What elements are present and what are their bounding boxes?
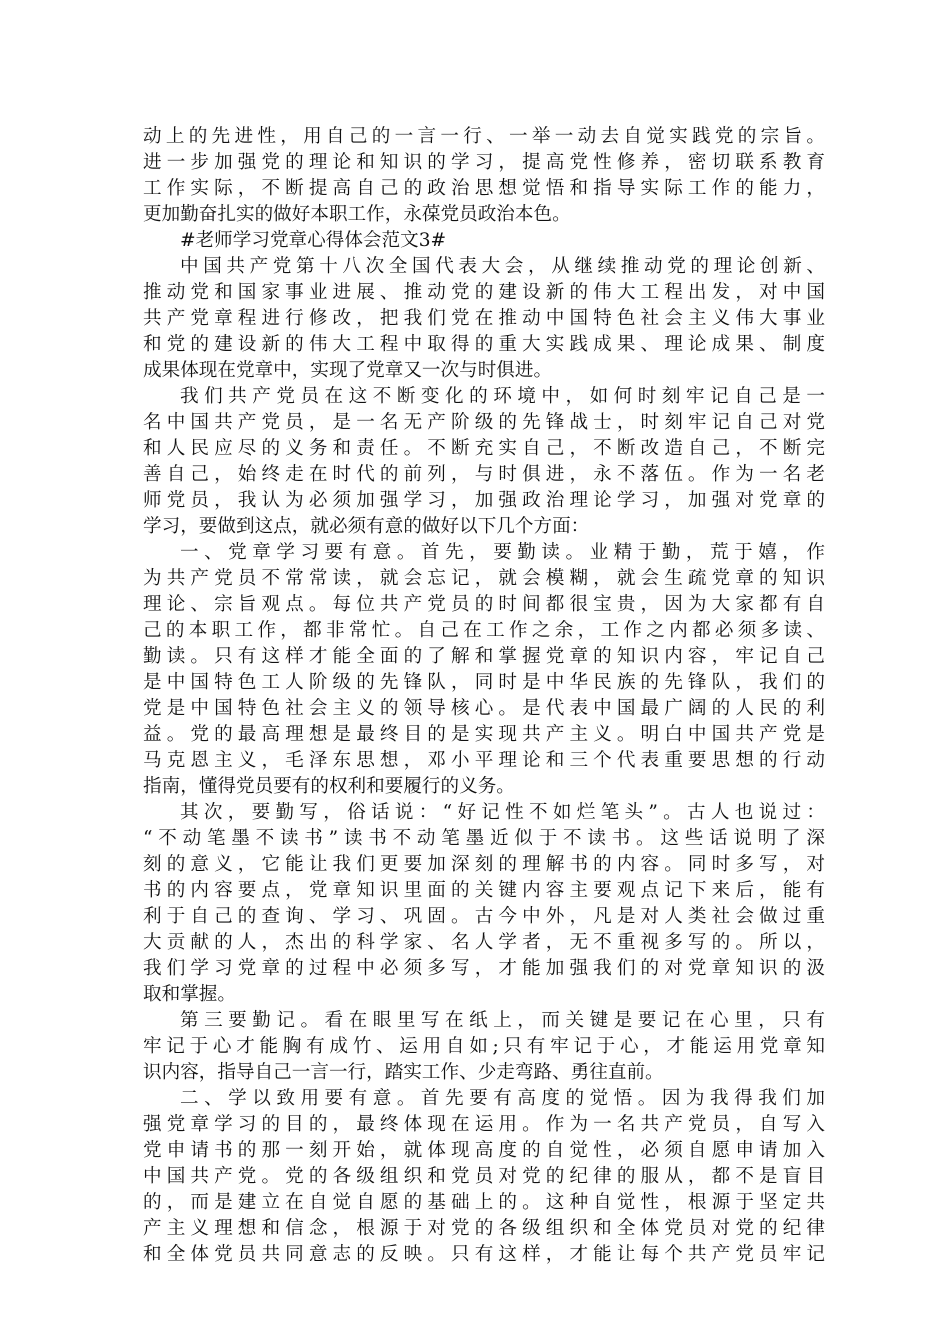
text-line: #老师学习党章心得体会范文3#	[180, 230, 447, 251]
text-line: 牢记于心才能胸有成竹、运用自如;只有牢记于心，才能运用党章知	[143, 1036, 825, 1057]
text-line: 马克恩主义，毛泽东思想，邓小平理论和三个代表重要思想的行动	[143, 750, 825, 771]
text-line: 大贡献的人，杰出的科学家、名人学者，无不重视多写的。所以，	[143, 932, 825, 953]
text-line: 党是中国特色社会主义的领导核心。是代表中国最广阔的人民的利	[143, 698, 825, 719]
text-line: 取和掌握。	[143, 984, 236, 1005]
text-line: 推动党和国家事业进展、推动党的建设新的伟大工程出发，对中国	[143, 282, 825, 303]
text-line: 其次，要勤写，俗话说：“好记性不如烂笔头”。古人也说过：	[180, 802, 825, 823]
text-line: 学习，要做到这点，就必须有意的做好以下几个方面：	[143, 516, 590, 537]
text-line: 是中国特色工人阶级的先锋队，同时是中华民族的先锋队，我们的	[143, 672, 825, 693]
text-line: 产主义理想和信念，根源于对党的各级组织和全体党员对党的纪律	[143, 1218, 825, 1239]
text-line: 和人民应尽的义务和责任。不断充实自己，不断改造自己，不断完	[143, 438, 825, 459]
text-line: 的，而是建立在自觉自愿的基础上的。这种自觉性，根源于坚定共	[143, 1192, 825, 1213]
text-line: 和全体党员共同意志的反映。只有这样，才能让每个共产党员牢记	[143, 1244, 825, 1265]
text-line: 师党员，我认为必须加强学习，加强政治理论学习，加强对党章的	[143, 490, 825, 511]
text-line: “不动笔墨不读书”读书不动笔墨近似于不读书。这些话说明了深	[143, 828, 825, 849]
text-line: 党申请书的那一刻开始，就体现高度的自觉性，必须自愿申请加入	[143, 1140, 825, 1161]
text-line: 指南，懂得党员要有的权利和要履行的义务。	[143, 776, 515, 797]
text-line: 一、党章学习要有意。首先，要勤读。业精于勤，荒于嬉，作	[180, 542, 825, 563]
text-line: 共产党章程进行修改，把我们党在推动中国特色社会主义伟大事业	[143, 308, 825, 329]
document-body	[143, 124, 825, 1268]
text-line: 强党章学习的目的，最终体现在运用。作为一名共产党员，自写入	[143, 1114, 825, 1135]
text-line: 益。党的最高理想是最终目的是实现共产主义。明白中国共产党是	[143, 724, 825, 745]
text-line: 中国共产党。党的各级组织和党员对党的纪律的服从，都不是盲目	[143, 1166, 825, 1187]
text-line: 书的内容要点，党章知识里面的关键内容主要观点记下来后，能有	[143, 880, 825, 901]
text-line: 二、学以致用要有意。首先要有高度的觉悟。因为我得我们加	[180, 1088, 825, 1109]
text-line: 利于自己的查询、学习、巩固。古今中外，凡是对人类社会做过重	[143, 906, 825, 927]
text-line: 理论、宗旨观点。每位共产党员的时间都很宝贵，因为大家都有自	[143, 594, 825, 615]
text-line: 我们学习党章的过程中必须多写，才能加强我们的对党章知识的汲	[143, 958, 825, 979]
text-line: 成果体现在党章中，实现了党章又一次与时俱进。	[143, 360, 553, 381]
text-line: 和党的建设新的伟大工程中取得的重大实践成果、理论成果、制度	[143, 334, 825, 355]
text-line: 进一步加强党的理论和知识的学习，提高党性修养，密切联系教育	[143, 152, 825, 173]
text-line: 识内容，指导自己一言一行，踏实工作、少走弯路、勇往直前。	[143, 1062, 664, 1083]
text-line: 名中国共产党员，是一名无产阶级的先锋战士，时刻牢记自己对党	[143, 412, 825, 433]
text-line: 善自己，始终走在时代的前列，与时俱进，永不落伍。作为一名老	[143, 464, 825, 485]
text-line: 勤读。只有这样才能全面的了解和掌握党章的知识内容，牢记自己	[143, 646, 825, 667]
text-line: 我们共产党员在这不断变化的环境中，如何时刻牢记自己是一	[180, 386, 825, 407]
text-line: 己的本职工作，都非常忙。自己在工作之余，工作之内都必须多读、	[143, 620, 825, 641]
text-line: 中国共产党第十八次全国代表大会，从继续推动党的理论创新、	[180, 256, 825, 277]
text-line: 更加勤奋扎实的做好本职工作，永葆党员政治本色。	[143, 204, 571, 225]
text-line: 刻的意义，它能让我们更要加深刻的理解书的内容。同时多写，对	[143, 854, 825, 875]
text-line: 工作实际，不断提高自己的政治思想觉悟和指导实际工作的能力，	[143, 178, 825, 199]
text-line: 为共产党员不常常读，就会忘记，就会模糊，就会生疏党章的知识	[143, 568, 825, 589]
text-line: 第三要勤记。看在眼里写在纸上，而关键是要记在心里，只有	[180, 1010, 825, 1031]
text-line: 动上的先进性，用自己的一言一行、一举一动去自觉实践党的宗旨。	[143, 126, 825, 147]
